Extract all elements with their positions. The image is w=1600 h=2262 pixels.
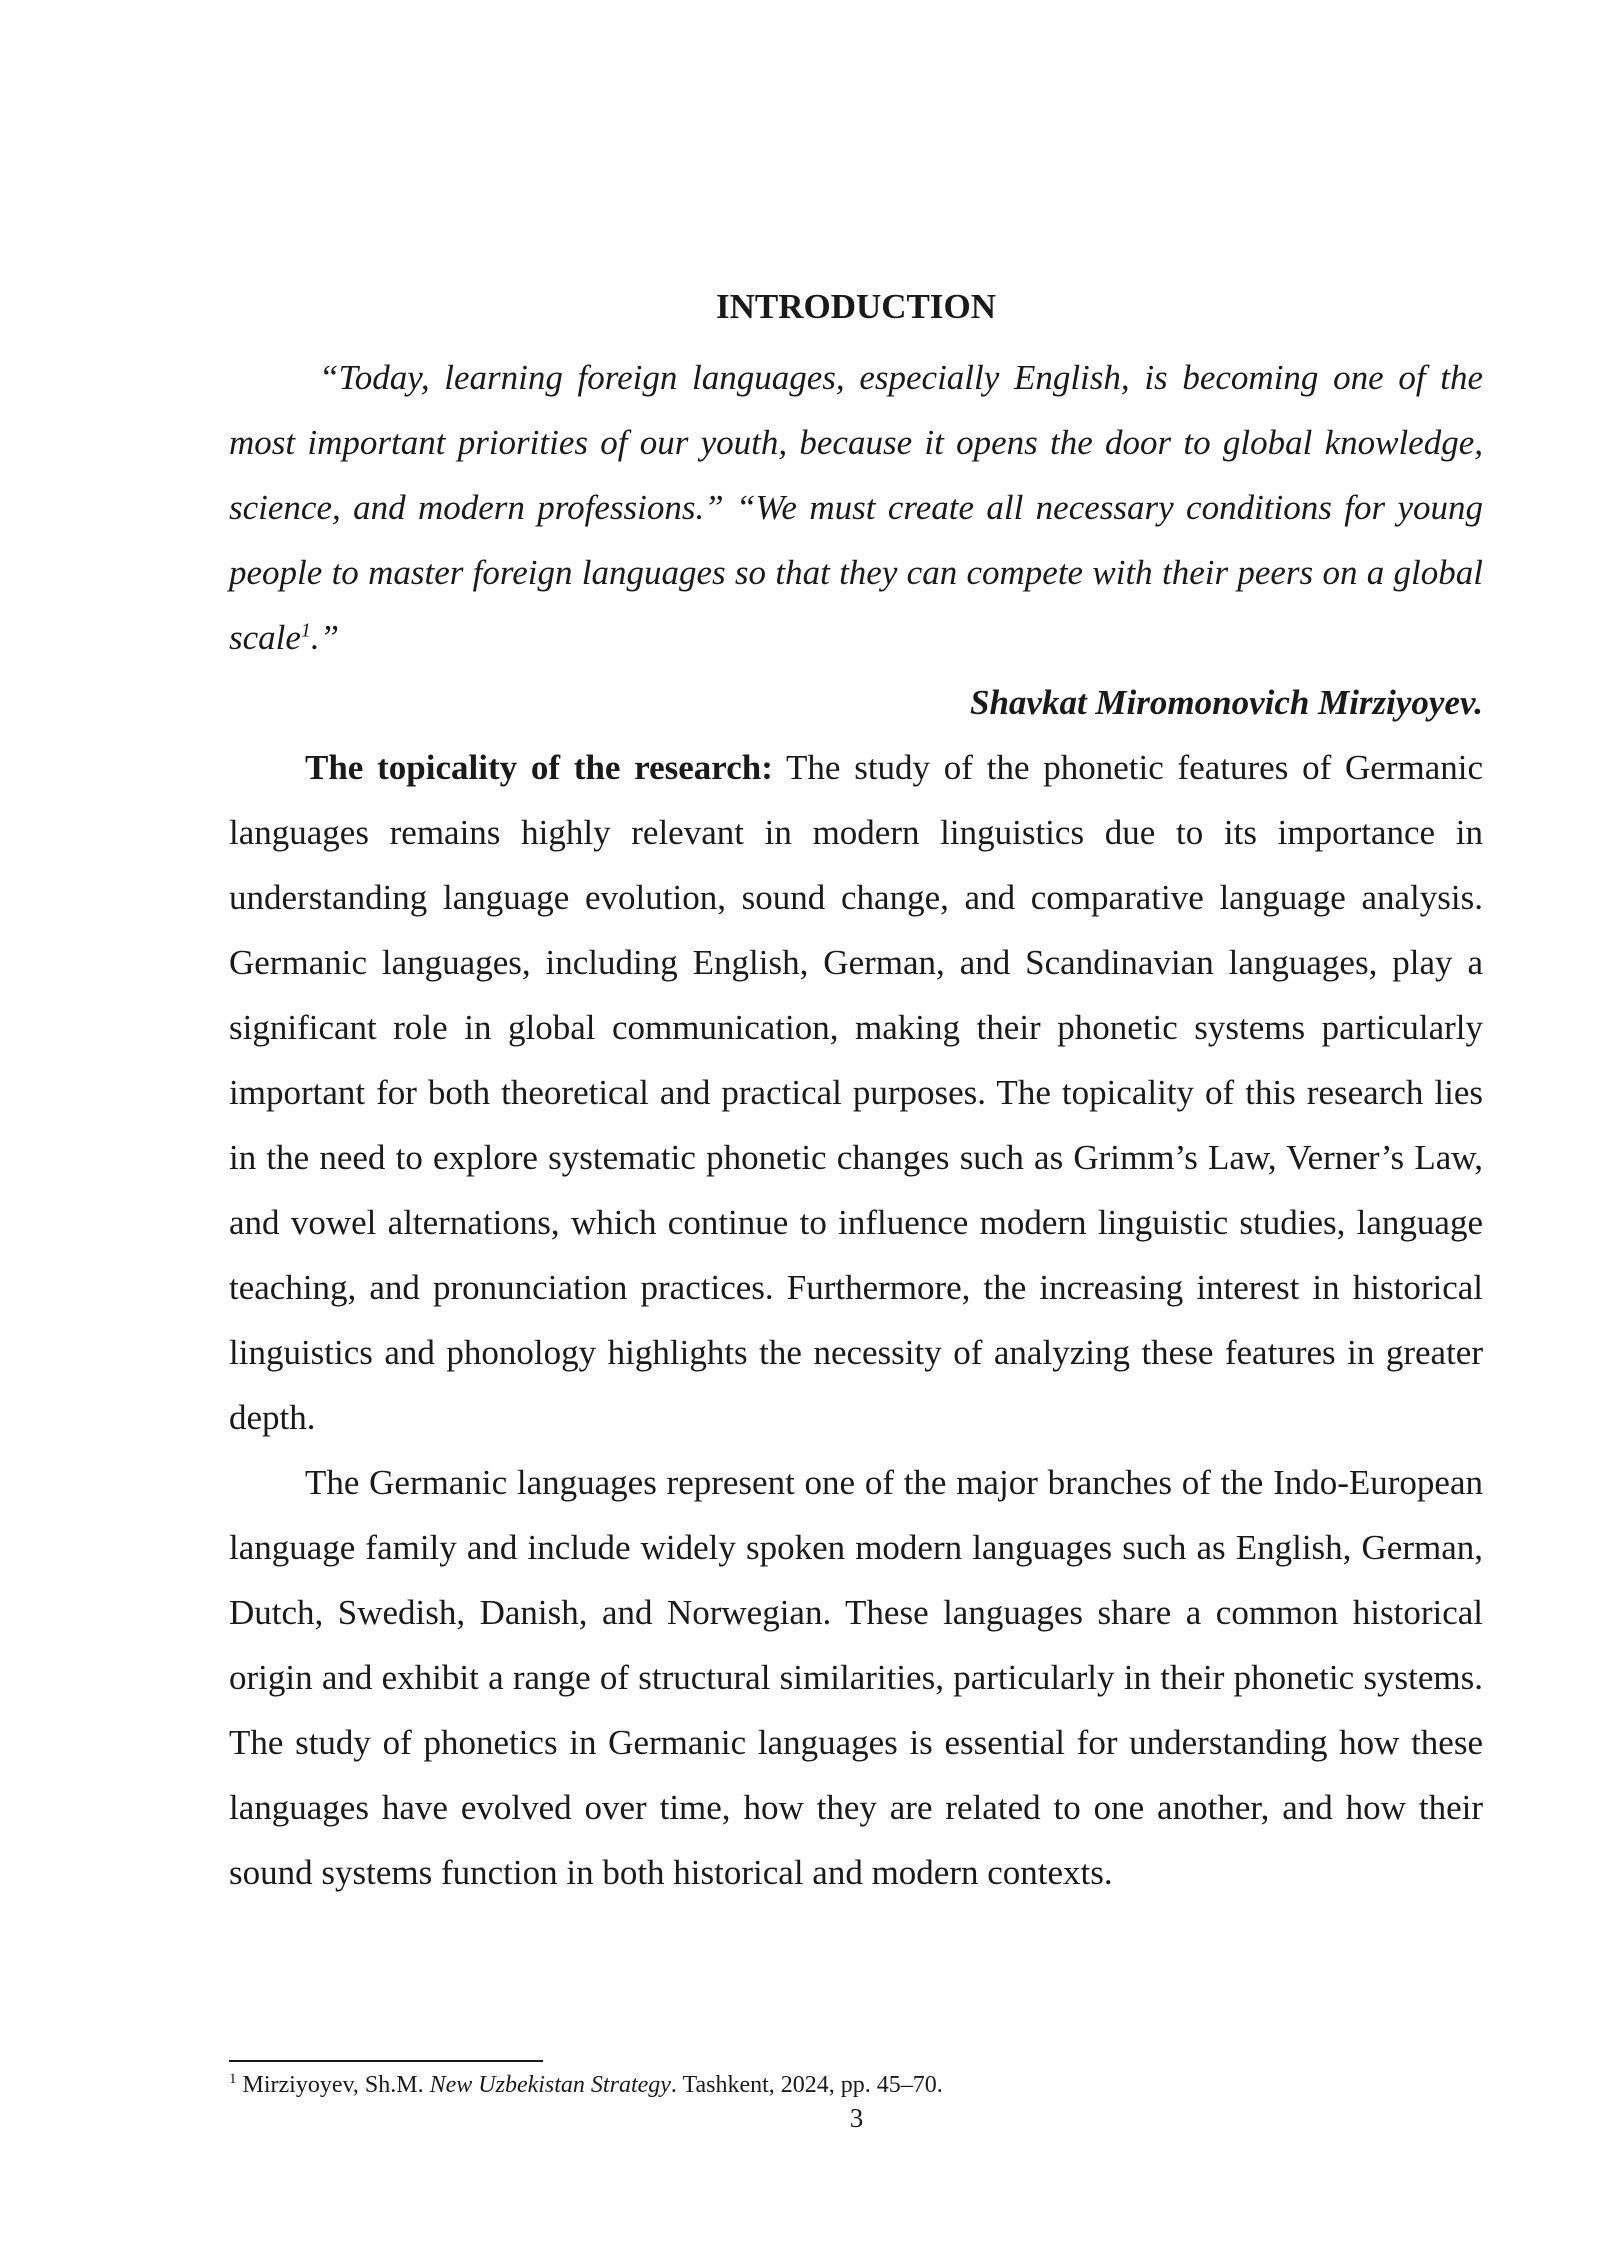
quote-closing: .” xyxy=(310,618,340,657)
footnote-reference[interactable]: 1 xyxy=(300,619,311,642)
footnote-title: New Uzbekistan Strategy xyxy=(429,2072,671,2098)
page-title: INTRODUCTION xyxy=(715,287,997,326)
epigraph-quote xyxy=(229,345,1483,670)
germanic-languages-paragraph: The Germanic languages represent one of the major branches of the Indo-European language family and include widely spoken modern languages such as English, German, Dutch, Swedish, Danish, and Norwegian. These languages share a common historical origin and exhibit a range of structural similarities, particularly in their phonetic systems. The study of phonetics in Germanic languages is essential for understanding how these languages have evolved over time, how they are related to one another, and how their sound systems function in both historical and modern contexts. xyxy=(229,1463,1483,1892)
topicality-paragraph xyxy=(229,735,1483,1450)
footnote-details: . Tashkent, 2024, pp. 45–70. xyxy=(670,2072,943,2098)
page-number: 3 xyxy=(849,2103,864,2133)
topicality-label: The topicality of the research: xyxy=(305,748,773,787)
topicality-text: The study of the phonetic features of Germanic languages remains highly relevant in modern linguistics due to its importance in understanding language evolution, sound change, and comparative language analysis. Germanic languages, including English, German, and Scandinavian languages, play a significant role in global communication, making their phonetic systems particularly important for both theoretical and practical purposes. The topicality of this research lies in the need to explore systematic phonetic changes such as Grimm’s Law, Verner’s Law, and vowel alternations, which continue to influence modern linguistic studies, language teaching, and pronunciation practices. Furthermore, the increasing interest in historical linguistics and phonology highlights the necessity of analyzing these features in greater depth. xyxy=(229,748,1483,1437)
footnote-author: Mirziyoyev, Sh.M. xyxy=(236,2072,430,2098)
footnote xyxy=(229,2070,1483,2100)
footnote-marker: 1 xyxy=(229,2071,237,2087)
main-text xyxy=(229,282,1483,1905)
footnote-divider xyxy=(229,2060,543,2062)
quote-text: “Today, learning foreign languages, especially English, is becoming one of the most important priorities of our youth, because it opens the door to global knowledge, science, and modern professions.” “We must create all necessary conditions for young people to master foreign languages so that they can compete with their peers on a global scale xyxy=(229,358,1483,657)
quote-author: Shavkat Miromonovich Mirziyoyev. xyxy=(969,683,1483,722)
